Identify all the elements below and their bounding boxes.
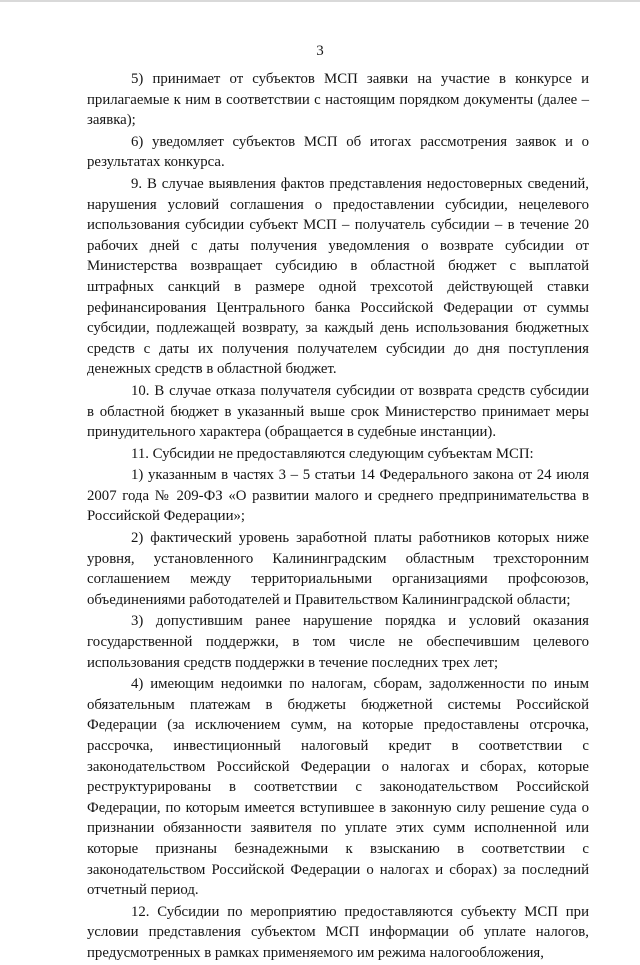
paragraph-item-6: 6) уведомляет субъектов МСП об итогах рассмотрения заявок и о результатах конкурса. xyxy=(87,133,589,171)
paragraph-section-10: 10. В случае отказа получателя субсидии от возврата средств субсидии в областной бюджет в указанный выше срок Министерство принимает меры принудительного характера (обращается в судебные инстанции). xyxy=(87,382,589,441)
page-number: 3 xyxy=(316,43,324,59)
paragraph-section-11: 11. Субсидии не предоставляются следующим субъектам МСП: xyxy=(131,445,534,462)
paragraph-section-9: 9. В случае выявления фактов представления недостоверных сведений, нарушения условий соглашения о предоставлении субсидии, нецелевого использования субсидии субъект МСП – получатель субсидии – в течение 20 рабочих дней с даты получения уведомления о возврате субсидии от Министерства возвращает субсидию в областной бюджет с выплатой штрафных санкций в размере одной трехсотой действующей ставки рефинансирования Центрального банка Российской Федерации от суммы субсидии, подлежащей возврату, за каждый день использования бюджетных средств с даты их получения получателем субсидии до дня поступления денежных средств в областной бюджет. xyxy=(87,175,589,378)
document-body xyxy=(87,69,589,965)
scan-edge-line xyxy=(0,0,640,2)
paragraph-section-11-item-2: 2) фактический уровень заработной платы работников которых ниже уровня, установленного Калининградским областным трехсторонним соглашением между территориальными организациями профсоюзов, объединениями работодателей и Правительством Калининградской области; xyxy=(87,530,589,608)
paragraph-section-12: 12. Субсидии по мероприятию предоставляются субъекту МСП при условии представления субъектом МСП информации об уплате налогов, предусмотренных в рамках применяемого им режима налогообложения, xyxy=(87,903,589,961)
paragraph-section-11-item-4: 4) имеющим недоимки по налогам, сборам, задолженности по иным обязательным платежам в бюджеты бюджетной системы Российской Федерации (за исключением сумм, на которые предоставлены отсрочка, рассрочка, инвестиционный налоговый кредит в соответствии с законодательством Российской Федерации о налогах и сборах, которые реструктурированы в соответствии с законодательством Российской Федерации, по которым имеется вступившее в законную силу решение суда о признании обязанности заявителя по уплате этих сумм исполненной или которые признаны безнадежными к взысканию в соответствии с законодательством Российской Федерации о налогах и сборах) за последний отчетный период. xyxy=(87,676,589,899)
paragraph-section-11-item-3: 3) допустившим ранее нарушение порядка и условий оказания государственной поддержки, в том числе не обеспечившим целевого использования средств поддержки в течение последних трех лет; xyxy=(87,613,589,671)
paragraph-section-11-item-1: 1) указанным в частях 3 – 5 статьи 14 Федерального закона от 24 июля 2007 года № 209-ФЗ «О развитии малого и среднего предпринимательства в Российской Федерации»; xyxy=(87,467,589,525)
paragraph-item-5: 5) принимает от субъектов МСП заявки на участие в конкурсе и прилагаемые к ним в соответствии с настоящим порядком документы (далее – заявка); xyxy=(87,71,589,129)
